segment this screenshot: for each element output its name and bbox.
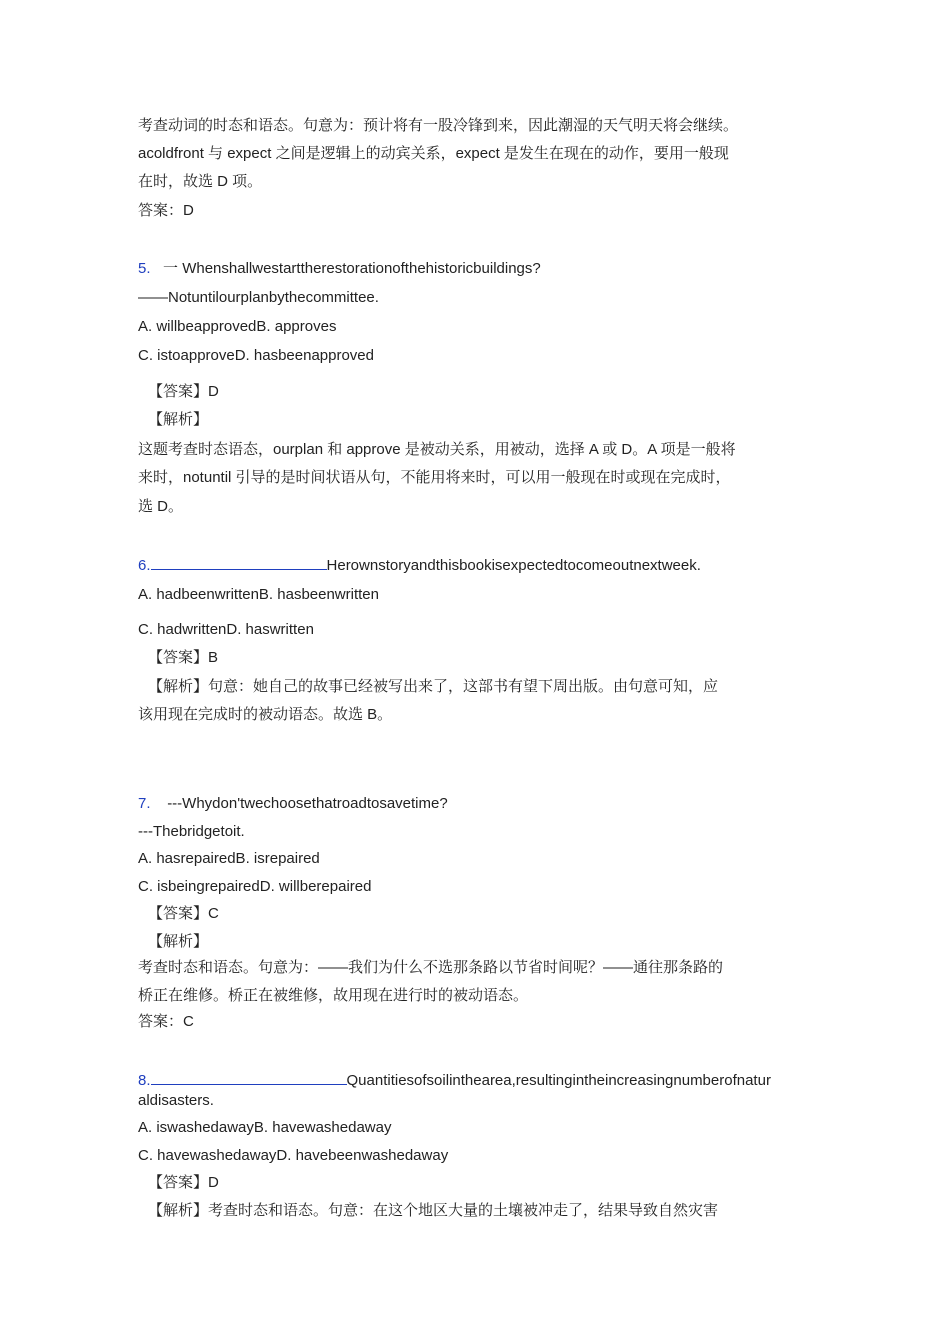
question-8	[138, 1070, 771, 1091]
question-stem: 一 Whenshallwestarttherestorationofthehistoricbuildings?	[163, 260, 541, 277]
question-stem: Quantitiesofsoilinthearea,resultingintheincreasingnumberofnatur	[346, 1072, 771, 1089]
question-7	[138, 794, 448, 814]
explanation-line: 这题考查时态语态，ourplan 和 approve 是被动关系，用被动，选择 A 或 D。A 项是一般将	[138, 441, 736, 458]
question-5	[138, 259, 541, 279]
question-number: 6.	[138, 557, 151, 574]
answer-line: 答案：D	[138, 202, 194, 219]
question-stem-continued: aldisasters.	[138, 1092, 214, 1109]
question-reply: ---Thebridgetoit.	[138, 823, 245, 840]
answer-label: 【答案】D	[148, 1174, 219, 1191]
explanation-line: 来时，notuntil 引导的是时间状语从句，不能用将来时，可以用一般现在时或现在完成时，	[138, 469, 731, 486]
options-ab: A. willbeapprovedB. approves	[138, 318, 337, 335]
answer-line: 答案：C	[138, 1013, 194, 1030]
answer-blank	[151, 1070, 347, 1085]
options-cd: C. hadwrittenD. haswritten	[138, 621, 314, 638]
answer-blank	[151, 555, 327, 570]
explanation-line: 考查时态和语态。句意为：——我们为什么不选那条路以节省时间呢？——通往那条路的	[138, 959, 724, 976]
explanation-line: 桥正在维修。桥正在被维修，故用现在进行时的被动语态。	[138, 987, 529, 1004]
explanation-line: 【解析】句意：她自己的故事已经被写出来了，这部书有望下周出版。由句意可知，应	[148, 678, 719, 695]
analysis-label: 【解析】	[148, 411, 209, 428]
question-stem: Herownstoryandthisbookisexpectedtocomeoutnextweek.	[326, 557, 701, 574]
question-reply: ——Notuntilourplanbythecommittee.	[138, 289, 379, 306]
options-cd: C. havewashedawayD. havebeenwashedaway	[138, 1147, 449, 1164]
question-6	[138, 555, 701, 576]
explanation-line: 选 D。	[138, 498, 184, 515]
options-ab: A. hadbeenwrittenB. hasbeenwritten	[138, 586, 379, 603]
question-number: 7.	[138, 795, 151, 812]
options-cd: C. istoapproveD. hasbeenapproved	[138, 347, 374, 364]
explanation-line: 该用现在完成时的被动语态。故选 B。	[138, 706, 393, 723]
question-number: 5.	[138, 260, 151, 277]
options-cd: C. isbeingrepairedD. willberepaired	[138, 878, 372, 895]
question-stem: ---Whydon'twechoosethatroadtosavetime?	[167, 795, 448, 812]
answer-label: 【答案】B	[148, 649, 219, 666]
explanation-line: 在时，故选 D 项。	[138, 173, 263, 190]
answer-label: 【答案】C	[148, 905, 219, 922]
explanation-line: 【解析】考查时态和语态。句意：在这个地区大量的土壤被冲走了，结果导致自然灾害	[148, 1202, 719, 1219]
options-ab: A. hasrepairedB. isrepaired	[138, 850, 320, 867]
answer-label: 【答案】D	[148, 383, 219, 400]
analysis-label: 【解析】	[148, 933, 209, 950]
options-ab: A. iswashedawayB. havewashedaway	[138, 1119, 392, 1136]
explanation-line: 考查动词的时态和语态。句意为：预计将有一股冷锋到来，因此潮湿的天气明天将会继续。	[138, 116, 739, 134]
explanation-line: acoldfront 与 expect 之间是逻辑上的动宾关系，expect 是发生在现在的动作，要用一般现	[138, 145, 729, 162]
question-number: 8.	[138, 1072, 151, 1089]
